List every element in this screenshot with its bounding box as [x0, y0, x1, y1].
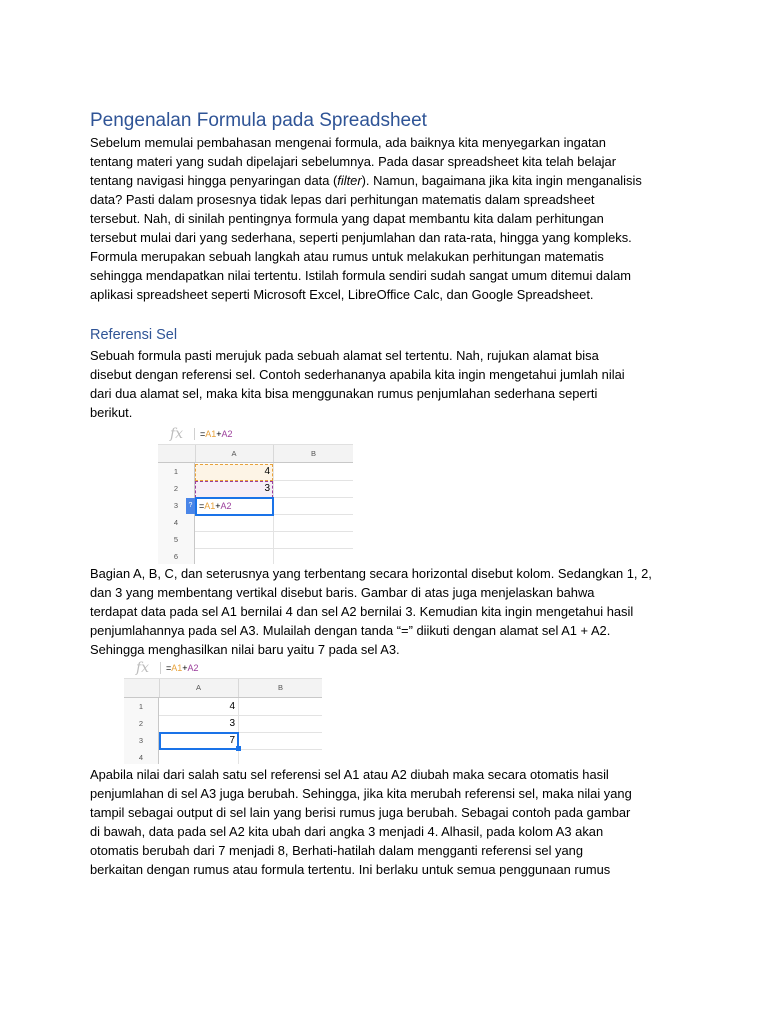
row-number: 2 — [138, 719, 144, 728]
fx-icon: fx — [170, 426, 184, 442]
section-heading-referensi-sel: Referensi Sel — [90, 327, 178, 343]
text-line: Formula merupakan sebuah langkah atau rumus untuk melakukan perhitungan matematis — [90, 249, 604, 264]
formula-ref-a1: A1 — [171, 663, 183, 673]
row-number: 1 — [173, 467, 179, 476]
cell-a3-value: 7 — [229, 735, 235, 746]
formula-bar-divider — [194, 428, 195, 440]
cell-a2-value: 3 — [264, 483, 270, 494]
cell-a1-value: 4 — [264, 466, 270, 477]
formula-bar-divider — [160, 662, 161, 674]
formula-bar — [124, 658, 322, 679]
formula-text — [200, 424, 233, 444]
column-header-row — [124, 679, 322, 698]
row-number: 4 — [173, 518, 179, 527]
text-line: Apabila nilai dari salah satu sel referensi sel A1 atau A2 diubah maka secara otomatis hasil — [90, 767, 609, 782]
spreadsheet-screenshot-2 — [124, 658, 322, 764]
text-line: tersebut mulai dari yang sederhana, seperti penjumlahan dan rata-rata, hingga yang kompleks. — [90, 230, 632, 245]
cell-a3-editing — [195, 497, 274, 516]
text-line: tentang materi yang sudah dipelajari sebelumnya. Pada dasar spreadsheet kita telah belajar — [90, 154, 616, 169]
formula-help-badge: ? — [186, 498, 195, 514]
text-line: dan 3 yang membentang vertikal disebut baris. Gambar di atas juga menjelaskan bahwa — [90, 585, 595, 600]
column-header-b: B — [310, 449, 316, 458]
formula-plus: + — [182, 663, 188, 673]
reference-paragraph — [90, 346, 690, 422]
formula-ref-a2: A2 — [220, 501, 232, 511]
text-line: otomatis berubah dari 7 menjadi 8, Berhati-hatilah dalam mengganti referensi sel yang — [90, 843, 583, 858]
formula-equals: = — [166, 663, 172, 673]
text-segment: tentang navigasi hingga penyaringan data ( — [90, 173, 338, 188]
corner-cell — [158, 445, 196, 462]
row-number: 4 — [138, 753, 144, 762]
row-number: 3 — [173, 501, 179, 510]
spreadsheet-screenshot-1 — [158, 424, 353, 564]
page-title: Pengenalan Formula pada Spreadsheet — [90, 110, 427, 131]
cell-a3-selected — [159, 732, 239, 750]
text-segment: ). Namun, bagaimana jika kita ingin menganalisis — [361, 173, 642, 188]
text-line: aplikasi spreadsheet seperti Microsoft Excel, LibreOffice Calc, dan Google Spreadsheet. — [90, 287, 594, 302]
text-line: disebut dengan referensi sel. Contoh sederhananya apabila kita ingin mengetahui jumlah nilai — [90, 367, 625, 382]
text-line: data? Pasti dalam prosesnya tidak lepas dari perhitungan matematis dalam spreadsheet — [90, 192, 595, 207]
formula-text — [166, 658, 199, 678]
column-header-row — [158, 445, 353, 463]
formula-equals: = — [200, 429, 206, 439]
grid-line — [238, 698, 239, 764]
fill-handle — [236, 746, 241, 751]
text-line: tersebut. Nah, di sinilah pentingnya formula yang dapat membantu kita dalam perhitungan — [90, 211, 604, 226]
formula-ref-a2: A2 — [187, 663, 199, 673]
text-line — [90, 171, 690, 190]
reference-change-paragraph — [90, 765, 690, 879]
formula-ref-a2: A2 — [221, 429, 233, 439]
column-header-a: A — [159, 679, 239, 697]
text-line: terdapat data pada sel A1 bernilai 4 dan sel A2 bernilai 3. Kemudian kita ingin mengetahui hasil — [90, 604, 634, 619]
column-header-a: A — [195, 445, 274, 462]
rows-columns-paragraph — [90, 564, 690, 659]
row-number: 5 — [173, 535, 179, 544]
formula-plus: + — [215, 501, 221, 511]
text-line: dari dua alamat sel, maka kita bisa menggunakan rumus penjumlahan sederhana seperti — [90, 386, 598, 401]
text-line: Bagian A, B, C, dan seterusnya yang terbentang secara horizontal disebut kolom. Sedangkan 1, 2, — [90, 566, 652, 581]
text-line: berkaitan dengan rumus atau formula tertentu. Ini berlaku untuk semua penggunaan rumus — [90, 862, 611, 877]
formula-bar — [158, 424, 353, 445]
grid-line — [159, 715, 322, 716]
corner-cell — [124, 679, 160, 697]
cell-a2-value: 3 — [229, 718, 235, 729]
row-number: 2 — [173, 484, 179, 493]
formula-plus: + — [216, 429, 222, 439]
row-number: 6 — [173, 552, 179, 561]
text-line: penjumlahannya pada sel A3. Mulailah dengan tanda “=” diikuti dengan alamat sel A1 + A2. — [90, 623, 611, 638]
text-line: penjumlahan di sel A3 juga berubah. Sehingga, jika kita merubah referensi sel, maka nilai yang — [90, 786, 632, 801]
emphasis-filter: filter — [337, 173, 362, 188]
text-line: sehingga mendapatkan nilai tertentu. Istilah formula sendiri sudah sangat umum ditemui dalam — [90, 268, 631, 283]
row-header-column — [124, 698, 159, 764]
text-line: Sehingga menghasilkan nilai baru yaitu 7 pada sel A3. — [90, 642, 400, 657]
grid-line — [195, 531, 353, 532]
grid-line — [195, 548, 353, 549]
formula-ref-a1: A1 — [204, 501, 216, 511]
row-number: 3 — [138, 736, 144, 745]
formula-equals: = — [199, 501, 205, 511]
text-line: Sebelum memulai pembahasan mengenai formula, ada baiknya kita menyegarkan ingatan — [90, 135, 606, 150]
cell-a3-formula — [199, 501, 232, 511]
row-number: 1 — [138, 702, 144, 711]
column-header-b: B — [277, 683, 283, 692]
text-line: di bawah, data pada sel A2 kita ubah dari angka 3 menjadi 4. Alhasil, pada kolom A3 akan — [90, 824, 604, 839]
formula-ref-a1: A1 — [205, 429, 217, 439]
fx-icon: fx — [136, 660, 150, 676]
cell-a1-value: 4 — [229, 701, 235, 712]
text-line: tampil sebagai output di sel lain yang berisi rumus juga berubah. Sebagai contoh pada gambar — [90, 805, 631, 820]
intro-paragraph — [90, 133, 690, 304]
text-line: berikut. — [90, 405, 133, 420]
text-line: Sebuah formula pasti merujuk pada sebuah alamat sel tertentu. Nah, rujukan alamat bisa — [90, 348, 599, 363]
